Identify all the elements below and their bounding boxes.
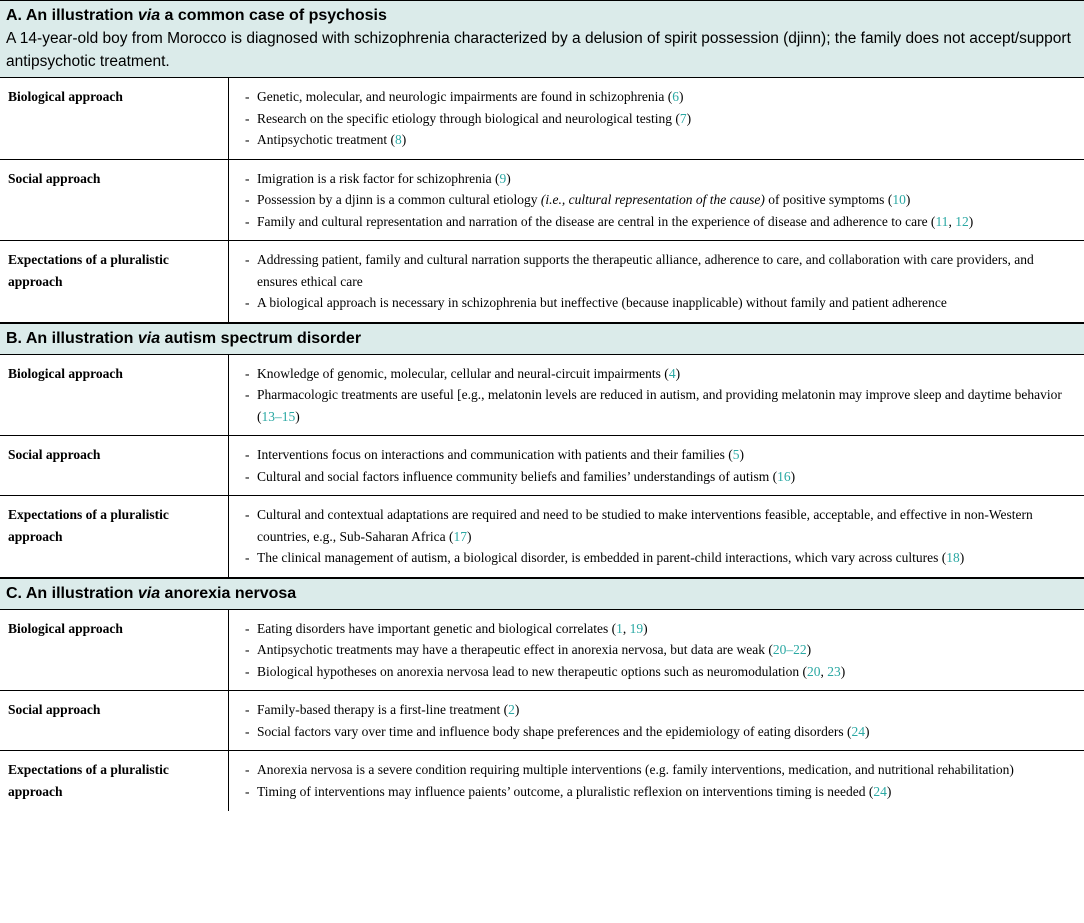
row-content (229, 160, 1084, 241)
list-item: - A biological approach is necessary in schizophrenia but ineffective (because inapplicable) without family and patient adherence (245, 292, 1076, 314)
list-item: - Social factors vary over time and influence body shape preferences and the epidemiology of eating disorders (24) (245, 721, 1076, 743)
list-item: - Timing of interventions may influence paients’ outcome, a pluralistic reflexion on interventions timing is needed (24) (245, 781, 1076, 803)
list-item: - Genetic, molecular, and neurologic impairments are found in schizophrenia (6) (245, 86, 1076, 108)
citation-link[interactable]: 10 (892, 192, 906, 207)
citation-link[interactable]: 13–15 (261, 408, 296, 424)
section-a-case-description: A 14-year-old boy from Morocco is diagnosed with schizophrenia characterized by a delusion of spirit possession (djinn); the family does not accept/support antipsychotic treatment. (6, 30, 1071, 70)
citation-link[interactable]: 12 (955, 213, 969, 229)
list-item: - Imigration is a risk factor for schizophrenia (9) (245, 168, 1076, 190)
row-content (229, 496, 1084, 577)
citation-link[interactable]: 24 (873, 783, 887, 799)
list-item: - The clinical management of autism, a biological disorder, is embedded in parent-child interactions, which vary across cultures (18) (245, 547, 1076, 569)
row-content (229, 610, 1084, 691)
list-item: - Pharmacologic treatments are useful [e.g., melatonin levels are reduced in autism, and providing melatonin may improve sleep and daytime behavior (13–15) (245, 384, 1076, 427)
citation-link[interactable]: 9 (499, 170, 507, 186)
row-content (229, 751, 1084, 811)
list-item: - Cultural and contextual adaptations are required and need to be studied to make interventions feasible, acceptable, and effective in non-Western countries, e.g., Sub-Saharan Africa (17) (245, 504, 1076, 547)
list-item: - Research on the specific etiology through biological and neurological testing (7) (245, 108, 1076, 130)
citation-link[interactable]: 8 (394, 132, 402, 147)
citation-link[interactable]: 20–22 (772, 642, 807, 657)
list-item: - Eating disorders have important genetic and biological correlates (1, 19) (245, 618, 1076, 640)
citation-link[interactable]: 23 (827, 663, 841, 679)
list-item: - Cultural and social factors influence community beliefs and families’ understandings of autism (16) (245, 466, 1076, 488)
citation-link[interactable]: 20 (806, 663, 821, 679)
citation-link[interactable]: 4 (668, 365, 676, 381)
citation-link[interactable]: 1 (616, 620, 623, 636)
list-item: - Antipsychotic treatments may have a therapeutic effect in anorexia nervosa, but data are weak (20–22) (245, 639, 1076, 661)
row-label: Expectations of a pluralistic approach (0, 496, 229, 577)
list-item: - Addressing patient, family and cultural narration supports the therapeutic alliance, adherence to care, and collaboration with care providers, and ensures ethical care (245, 249, 1076, 292)
row-label: Expectations of a pluralistic approach (0, 751, 229, 811)
section-a-title: A. An illustration via a common case of psychosis (6, 7, 387, 24)
table-row (0, 496, 1084, 579)
row-label: Social approach (0, 436, 229, 495)
table-row (0, 436, 1084, 496)
section-c-title: C. An illustration via anorexia nervosa (6, 584, 297, 602)
row-label: Social approach (0, 691, 229, 750)
citation-link[interactable]: 19 (629, 620, 644, 636)
row-content (229, 355, 1084, 436)
table-row (0, 78, 1084, 160)
citation-link[interactable]: 16 (777, 468, 791, 484)
table-row (0, 160, 1084, 242)
table-row (0, 241, 1084, 324)
citation-link[interactable]: 17 (453, 528, 467, 544)
list-item: - Interventions focus on interactions and communication with patients and their families (5) (245, 444, 1076, 466)
citation-link[interactable]: 2 (508, 702, 515, 717)
row-content (229, 78, 1084, 159)
row-content (229, 436, 1084, 495)
list-item: - Biological hypotheses on anorexia nervosa lead to new therapeutic options such as neuromodulation (20, 23) (245, 661, 1076, 683)
citation-link[interactable]: 6 (672, 89, 679, 104)
row-content (229, 241, 1084, 322)
list-item: - Anorexia nervosa is a severe condition requiring multiple interventions (e.g. family interventions, medication, and nutritional rehabilitation) (245, 759, 1076, 781)
row-label: Biological approach (0, 78, 229, 159)
table-row (0, 691, 1084, 751)
list-item: - Antipsychotic treatment (8) (245, 129, 1076, 151)
section-b-header (0, 324, 1084, 355)
row-content (229, 691, 1084, 750)
row-label: Social approach (0, 160, 229, 241)
citation-link[interactable]: 18 (946, 550, 960, 565)
list-item: - Possession by a djinn is a common cultural etiology (i.e., cultural representation of the cause) of positive symptoms (10) (245, 189, 1076, 211)
list-item: - Family and cultural representation and narration of the disease are central in the experience of disease and adherence to care (11, 12) (245, 211, 1076, 233)
citation-link[interactable]: 24 (851, 723, 866, 739)
table-row (0, 610, 1084, 692)
row-label: Expectations of a pluralistic approach (0, 241, 229, 322)
citation-link[interactable]: 5 (732, 447, 740, 462)
row-label: Biological approach (0, 355, 229, 436)
list-item: - Family-based therapy is a first-line treatment (2) (245, 699, 1076, 721)
table-row (0, 751, 1084, 811)
citation-link[interactable]: 11 (935, 213, 949, 229)
row-label: Biological approach (0, 610, 229, 691)
list-item: - Knowledge of genomic, molecular, cellular and neural-circuit impairments (4) (245, 363, 1076, 385)
citation-link[interactable]: 7 (679, 110, 687, 126)
section-a-header (0, 1, 1084, 78)
section-b-title: B. An illustration via autism spectrum disorder (6, 329, 362, 347)
section-c-header (0, 579, 1084, 610)
table-row (0, 355, 1084, 437)
